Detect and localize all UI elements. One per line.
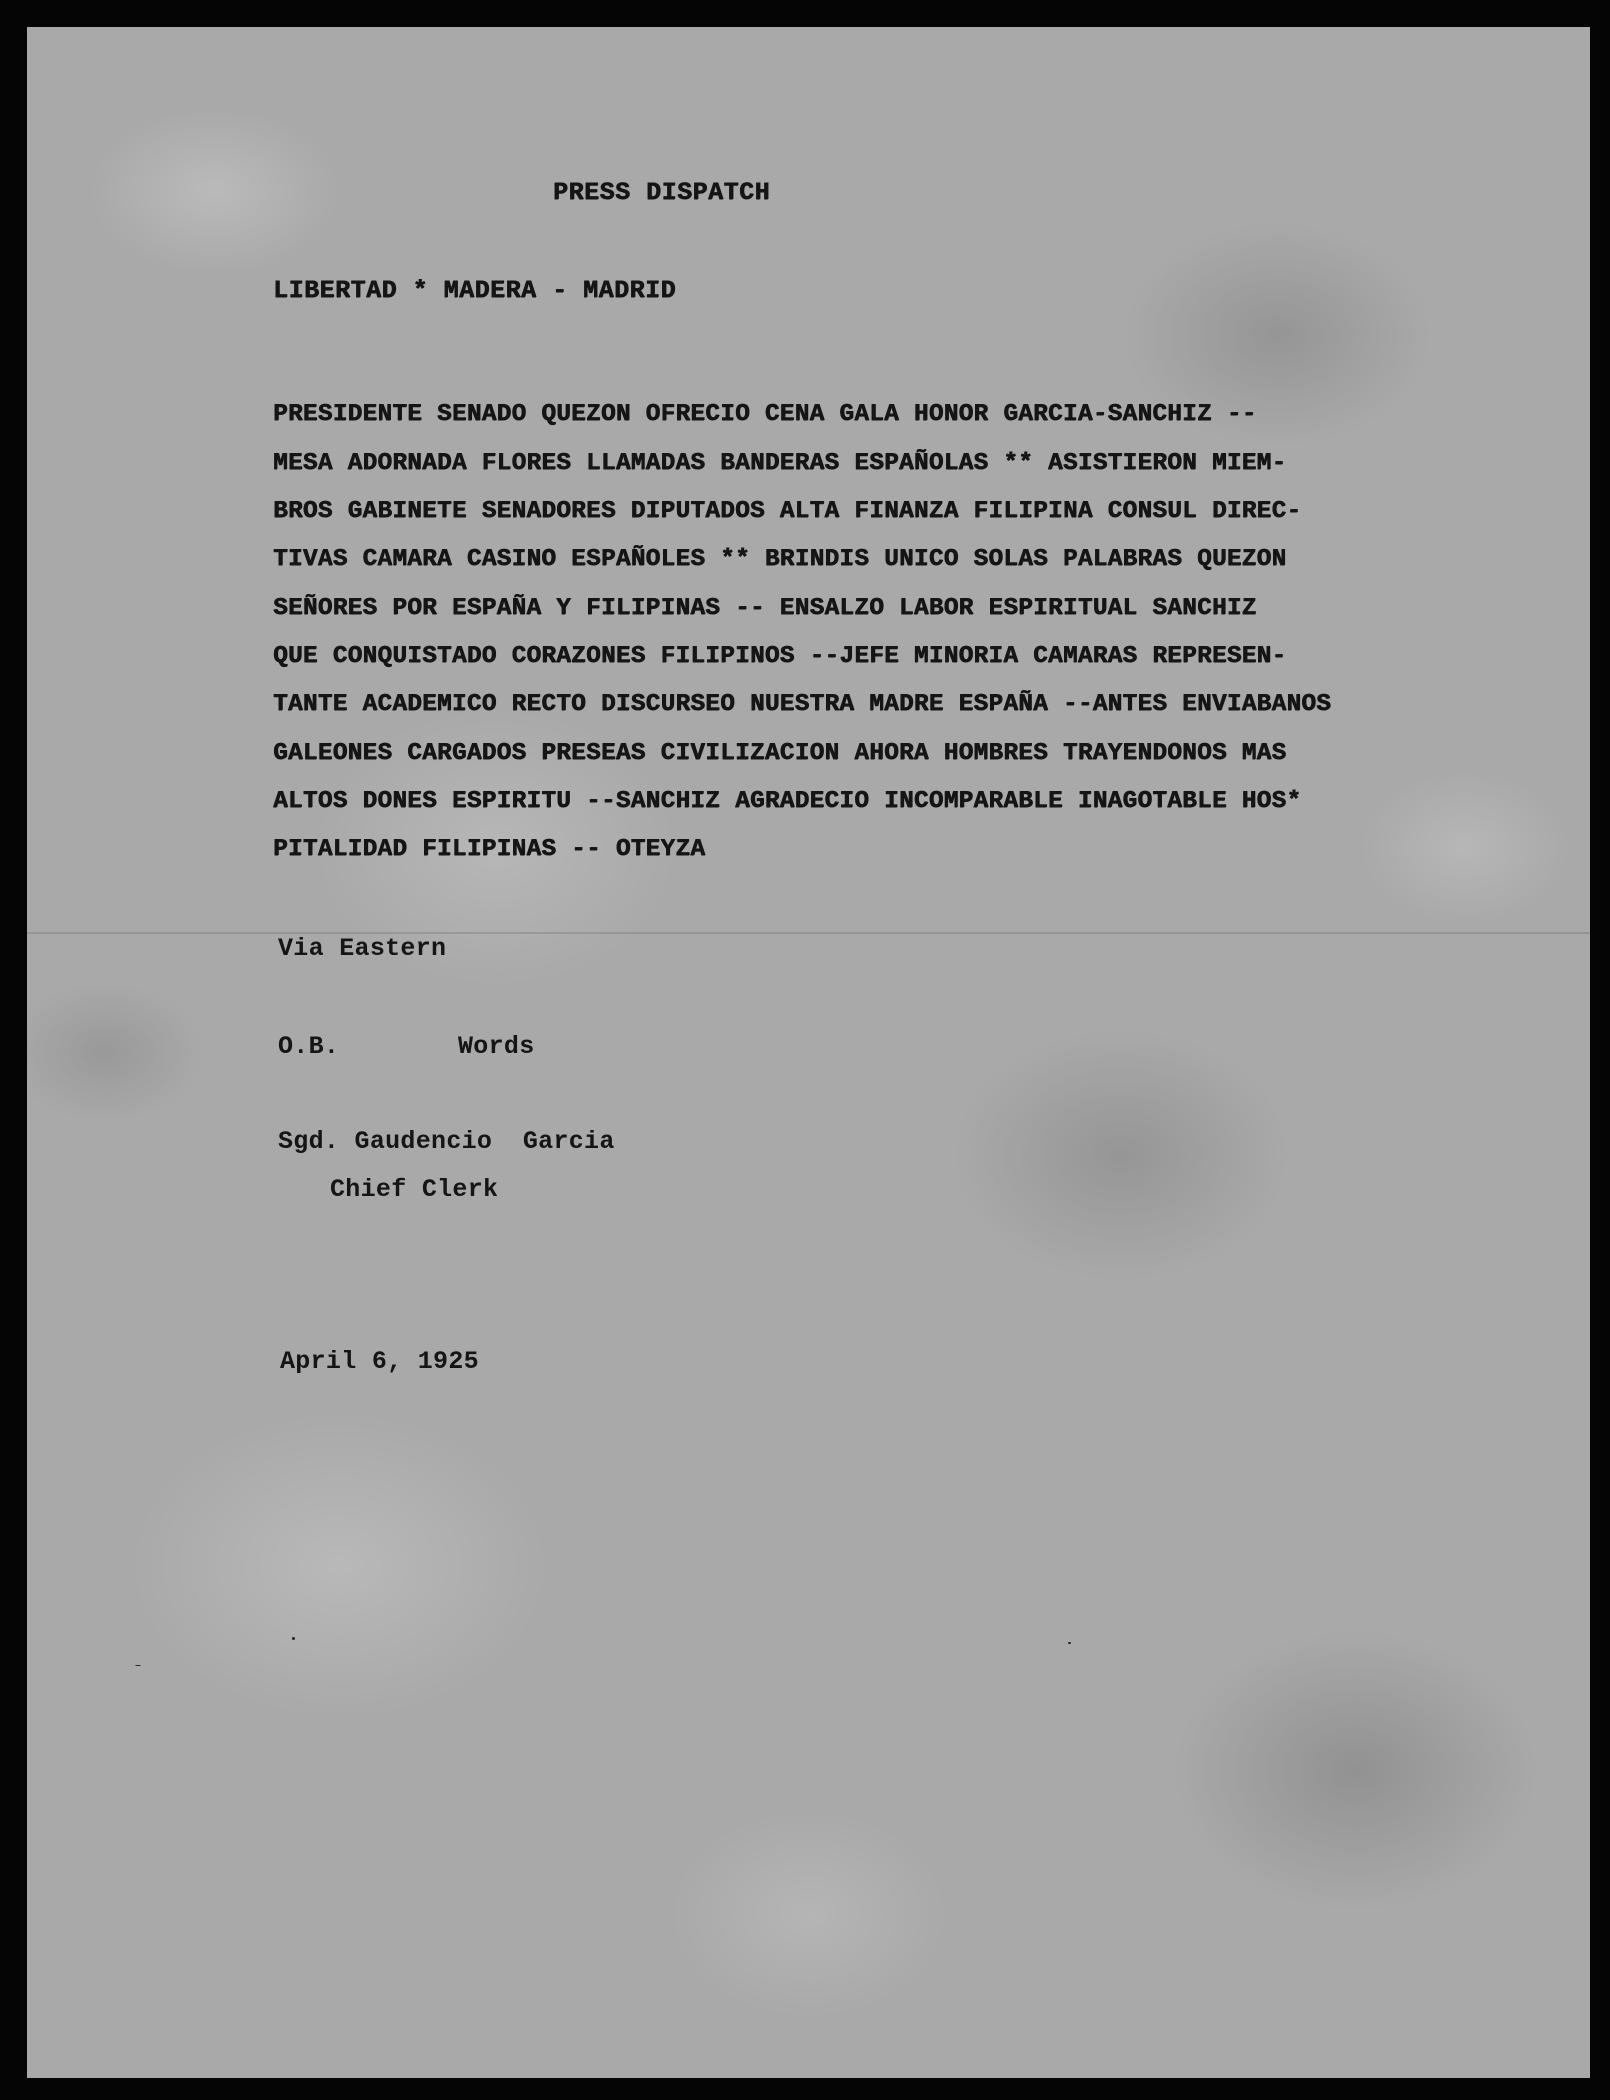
routing-note: Via Eastern	[278, 934, 447, 963]
body-line: PRESIDENTE SENADO QUEZON OFRECIO CENA GALA HONOR GARCIA-SANCHIZ --	[273, 401, 1257, 428]
paper-speck	[135, 1665, 141, 1666]
signature-line: Sgd. Gaudencio Garcia	[278, 1127, 615, 1156]
body-line: GALEONES CARGADOS PRESEAS CIVILIZACION AHORA HOMBRES TRAYENDONOS MAS	[273, 740, 1287, 767]
paper-speck	[1068, 1642, 1071, 1644]
body-line: MESA ADORNADA FLORES LLAMADAS BANDERAS ESPAÑOLAS ** ASISTIERON MIEM-	[273, 450, 1287, 477]
words-label: Words	[458, 1032, 535, 1061]
dispatch-destination: LIBERTAD * MADERA - MADRID	[273, 276, 677, 305]
body-line: PITALIDAD FILIPINAS -- OTEYZA	[273, 836, 706, 863]
body-line: QUE CONQUISTADO CORAZONES FILIPINOS --JEFE MINORIA CAMARAS REPRESEN-	[273, 643, 1287, 670]
paper-speck	[292, 1637, 295, 1640]
body-line: SEÑORES POR ESPAÑA Y FILIPINAS -- ENSALZO LABOR ESPIRITUAL SANCHIZ	[273, 595, 1257, 622]
document-date: April 6, 1925	[280, 1347, 479, 1376]
body-line: ALTOS DONES ESPIRITU --SANCHIZ AGRADECIO INCOMPARABLE INAGOTABLE HOS*	[273, 788, 1302, 815]
body-line: TANTE ACADEMICO RECTO DISCURSEO NUESTRA MADRE ESPAÑA --ANTES ENVIABANOS	[273, 691, 1332, 718]
paper-sheet	[27, 27, 1590, 2078]
body-line: TIVAS CAMARA CASINO ESPAÑOLES ** BRINDIS UNICO SOLAS PALABRAS QUEZON	[273, 546, 1287, 573]
body-line: BROS GABINETE SENADORES DIPUTADOS ALTA FINANZA FILIPINA CONSUL DIREC-	[273, 498, 1302, 525]
signature-title: Chief Clerk	[330, 1175, 499, 1204]
document-title: PRESS DISPATCH	[553, 178, 771, 207]
ob-label: O.B.	[278, 1032, 340, 1061]
paper-fold-line	[27, 932, 1590, 934]
